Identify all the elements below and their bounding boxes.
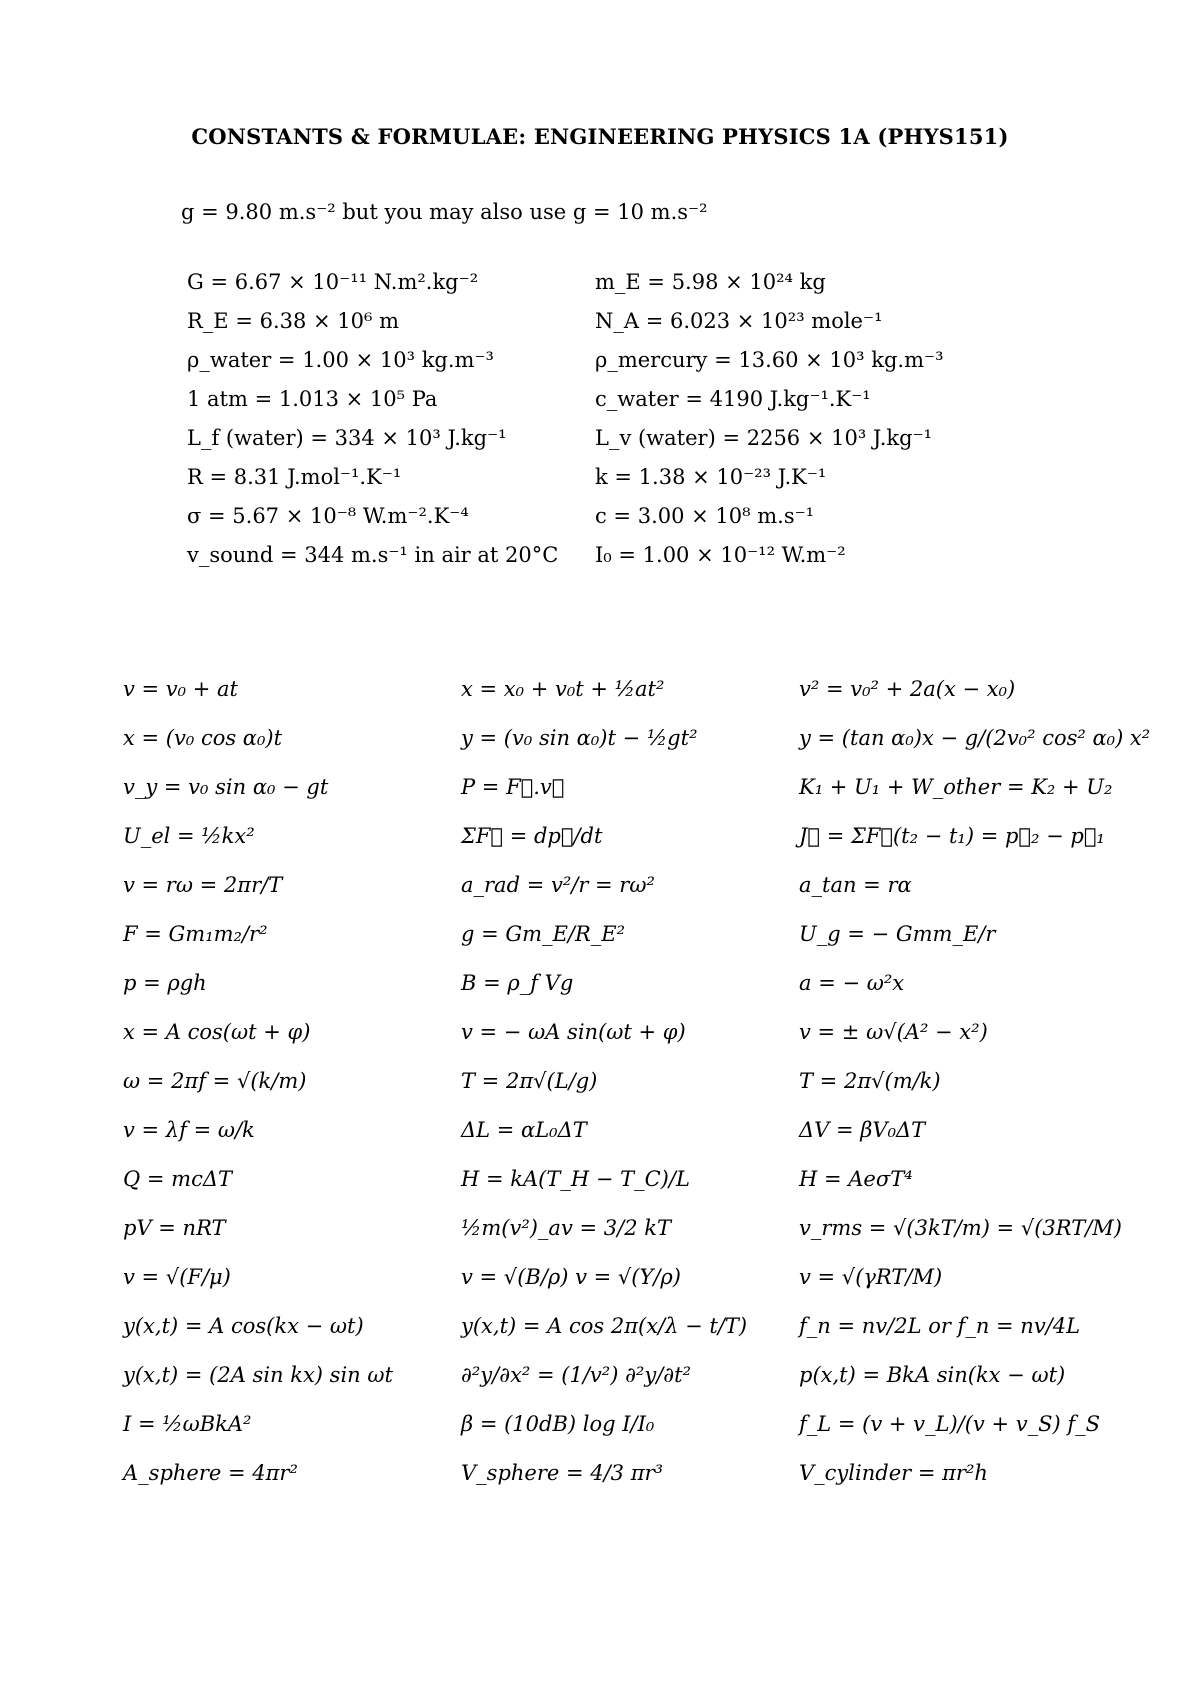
formula: ΔV = βV₀ΔT: [799, 1118, 926, 1142]
formula: F = Gm₁m₂/r²: [123, 922, 268, 946]
formula-row: [123, 810, 1183, 862]
formula-row: [123, 1447, 1183, 1499]
constants-row: [187, 387, 987, 427]
formula: f_L = (v + v_L)/(v + v_S) f_S: [799, 1412, 1101, 1436]
constants-row: [187, 309, 987, 349]
formula: T = 2π√(L/g): [461, 1069, 598, 1093]
constant-right: m_E = 5.98 × 10²⁴ kg: [595, 270, 826, 294]
formula: x = A cos(ωt + φ): [123, 1020, 311, 1044]
constant-right: ρ_mercury = 13.60 × 10³ kg.m⁻³: [595, 348, 944, 372]
formula-row: [123, 761, 1183, 813]
formula: x = x₀ + v₀t + ½at²: [461, 677, 665, 701]
formula: v = √(γRT/M): [799, 1265, 943, 1289]
constant-right: N_A = 6.023 × 10²³ mole⁻¹: [595, 309, 883, 333]
formula: a_rad = v²/r = rω²: [461, 873, 655, 897]
constants-row: [187, 504, 987, 544]
constant-left: ρ_water = 1.00 × 10³ kg.m⁻³: [187, 348, 494, 372]
formula: P = F⃗.v⃗: [461, 775, 565, 799]
constants-row: [187, 465, 987, 505]
formula: v_rms = √(3kT/m) = √(3RT/M): [799, 1216, 1122, 1240]
formula: ω = 2πf = √(k/m): [123, 1069, 307, 1093]
constant-right: k = 1.38 × 10⁻²³ J.K⁻¹: [595, 465, 827, 489]
formula: v² = v₀² + 2a(x − x₀): [799, 677, 1016, 701]
formula: ΣF⃗ = dp⃗/dt: [461, 824, 603, 848]
formula: v = ± ω√(A² − x²): [799, 1020, 988, 1044]
formula: U_g = − Gmm_E/r: [799, 922, 996, 946]
formula: x = (v₀ cos α₀)t: [123, 726, 283, 750]
formula: a = − ω²x: [799, 971, 905, 995]
formula: y(x,t) = (2A sin kx) sin ωt: [123, 1363, 393, 1387]
constants-row: [187, 348, 987, 388]
formula: β = (10dB) log I/I₀: [461, 1412, 655, 1436]
constant-left: G = 6.67 × 10⁻¹¹ N.m².kg⁻²: [187, 270, 479, 294]
formula: v = √(F/μ): [123, 1265, 231, 1289]
formula: y(x,t) = A cos(kx − ωt): [123, 1314, 364, 1338]
constants-row: [187, 543, 987, 583]
formula: U_el = ½kx²: [123, 824, 255, 848]
formula: ½m(v²)_av = 3/2 kT: [461, 1216, 671, 1240]
formula: H = kA(T_H − T_C)/L: [461, 1167, 690, 1191]
constant-right: I₀ = 1.00 × 10⁻¹² W.m⁻²: [595, 543, 846, 567]
formula: ΔL = αL₀ΔT: [461, 1118, 587, 1142]
formula: y = (tan α₀)x − g/(2v₀² cos² α₀) x²: [799, 726, 1151, 750]
formula: I = ½ωBkA²: [123, 1412, 252, 1436]
formula-row: [123, 712, 1183, 764]
formula-row: [123, 1251, 1183, 1303]
formula-row: [123, 1300, 1183, 1352]
gravity-note: g = 9.80 m.s⁻² but you may also use g = 10 m.s⁻²: [181, 200, 708, 224]
formula-row: [123, 1349, 1183, 1401]
formula: v = λf = ω/k: [123, 1118, 255, 1142]
formula: v = √(B/ρ) v = √(Y/ρ): [461, 1265, 681, 1289]
formula: Q = mcΔT: [123, 1167, 233, 1191]
page-title: CONSTANTS & FORMULAE: ENGINEERING PHYSICS 1A (PHYS151): [191, 124, 1009, 149]
formula: y(x,t) = A cos 2π(x/λ − t/T): [461, 1314, 748, 1338]
formula-row: [123, 663, 1183, 715]
formula: J⃗ = ΣF⃗(t₂ − t₁) = p⃗₂ − p⃗₁: [799, 824, 1105, 848]
constant-right: c = 3.00 × 10⁸ m.s⁻¹: [595, 504, 815, 528]
formula: H = AeσT⁴: [799, 1167, 913, 1191]
formula: v = − ωA sin(ωt + φ): [461, 1020, 686, 1044]
formula: y = (v₀ sin α₀)t − ½gt²: [461, 726, 698, 750]
formula-row: [123, 1398, 1183, 1450]
formula-row: [123, 957, 1183, 1009]
formula-row: [123, 908, 1183, 960]
constant-left: R = 8.31 J.mol⁻¹.K⁻¹: [187, 465, 402, 489]
formula-row: [123, 1006, 1183, 1058]
constants-row: [187, 426, 987, 466]
constant-left: 1 atm = 1.013 × 10⁵ Pa: [187, 387, 438, 411]
formula-row: [123, 859, 1183, 911]
formula: pV = nRT: [123, 1216, 226, 1240]
constant-left: v_sound = 344 m.s⁻¹ in air at 20°C: [187, 543, 559, 567]
formula: a_tan = rα: [799, 873, 912, 897]
formula: p = ρgh: [123, 971, 207, 995]
formula: T = 2π√(m/k): [799, 1069, 941, 1093]
formula-row: [123, 1055, 1183, 1107]
formula: ∂²y/∂x² = (1/v²) ∂²y/∂t²: [461, 1363, 691, 1387]
formula: f_n = nv/2L or f_n = nv/4L: [799, 1314, 1081, 1338]
constants-row: [187, 270, 987, 310]
formula: V_sphere = 4/3 πr³: [461, 1461, 663, 1485]
formula: v_y = v₀ sin α₀ − gt: [123, 775, 329, 799]
formula: v = v₀ + at: [123, 677, 238, 701]
constant-left: L_f (water) = 334 × 10³ J.kg⁻¹: [187, 426, 507, 450]
formula: A_sphere = 4πr²: [123, 1461, 298, 1485]
formula: B = ρ_f Vg: [461, 971, 574, 995]
formula: v = rω = 2πr/T: [123, 873, 283, 897]
formula-row: [123, 1104, 1183, 1156]
formula-row: [123, 1202, 1183, 1254]
formula: p(x,t) = BkA sin(kx − ωt): [799, 1363, 1066, 1387]
constant-right: c_water = 4190 J.kg⁻¹.K⁻¹: [595, 387, 871, 411]
formula: V_cylinder = πr²h: [799, 1461, 988, 1485]
constant-right: L_v (water) = 2256 × 10³ J.kg⁻¹: [595, 426, 933, 450]
formula-row: [123, 1153, 1183, 1205]
formula: K₁ + U₁ + W_other = K₂ + U₂: [799, 775, 1113, 799]
constant-left: σ = 5.67 × 10⁻⁸ W.m⁻².K⁻⁴: [187, 504, 469, 528]
constant-left: R_E = 6.38 × 10⁶ m: [187, 309, 400, 333]
formula: g = Gm_E/R_E²: [461, 922, 626, 946]
